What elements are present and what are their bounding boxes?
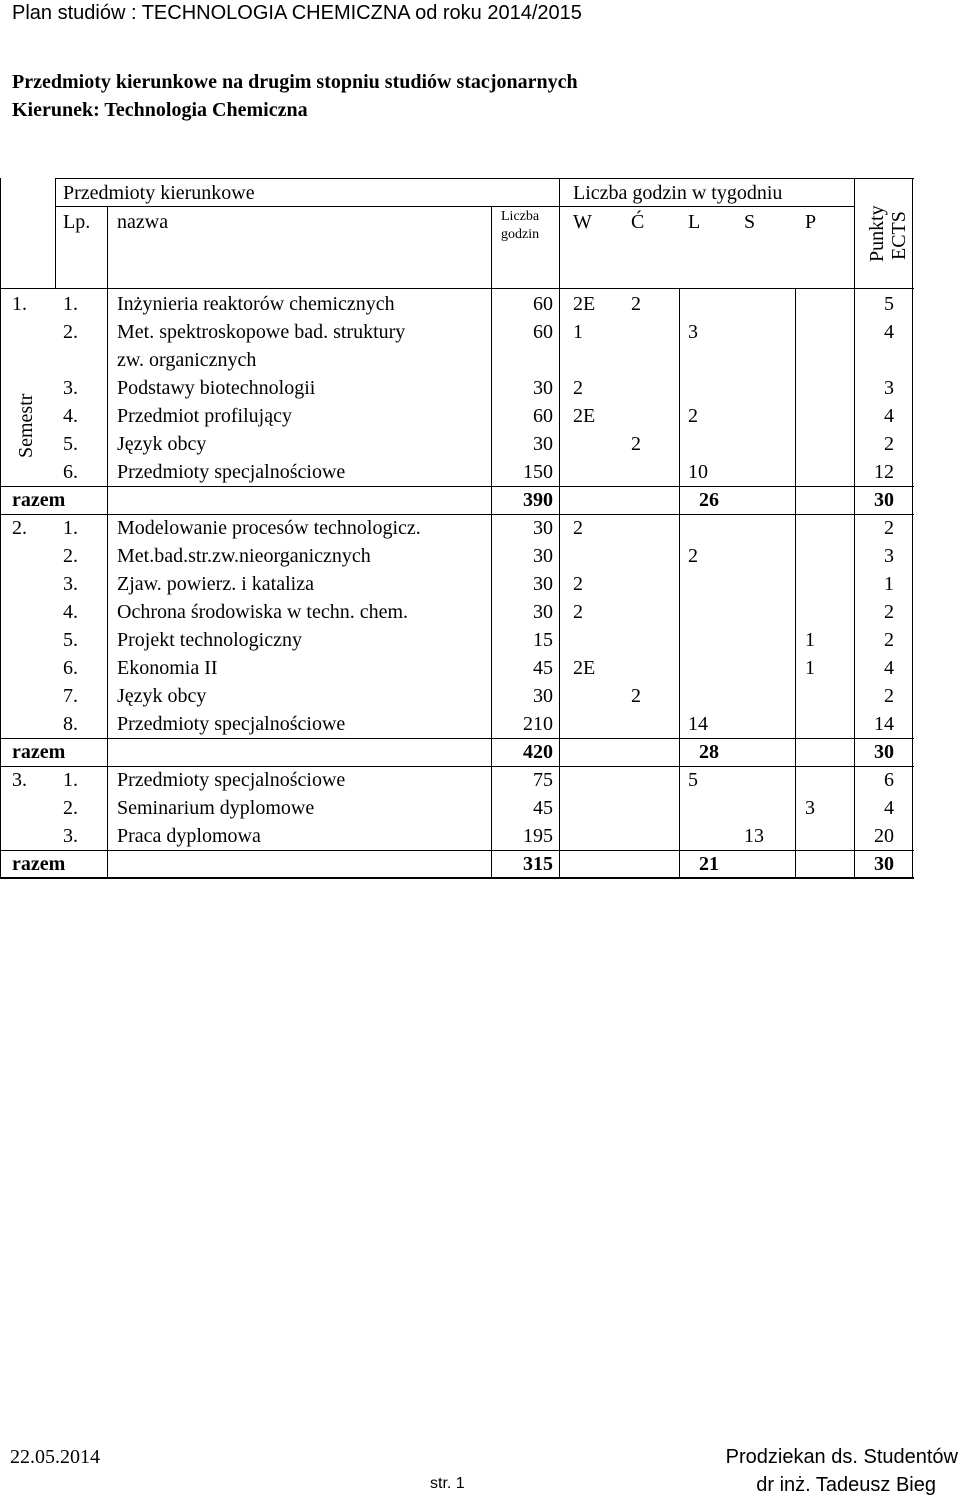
page-title: Plan studiów : TECHNOLOGIA CHEMICZNA od roku 2014/2015 — [12, 2, 582, 24]
subject-ects: 4 — [884, 321, 894, 343]
row-lp: 3. — [63, 825, 78, 847]
hours-s: 13 — [744, 825, 764, 847]
hours-w: 2 — [573, 573, 583, 595]
subject-name: Język obcy — [117, 685, 207, 707]
subject-ects: 1 — [884, 573, 894, 595]
body-sep-p — [795, 288, 796, 878]
body-sep-lp — [107, 288, 108, 878]
subject-ects: 2 — [884, 629, 894, 651]
row-lp: 3. — [63, 377, 78, 399]
hours-w: 2 — [573, 517, 583, 539]
razem-line-4 — [0, 850, 914, 851]
subject-name: Podstawy biotechnologii — [117, 377, 316, 399]
subject-hours: 45 — [533, 657, 553, 679]
hours-p: 1 — [805, 657, 815, 679]
subject-hours: 60 — [533, 293, 553, 315]
hours-c: 2 — [631, 433, 641, 455]
subject-hours: 45 — [533, 797, 553, 819]
header-sep-name — [491, 206, 492, 288]
semester-number: 3. — [12, 769, 27, 791]
header-s: S — [744, 211, 756, 233]
header-group: Przedmioty kierunkowe — [63, 182, 255, 204]
semester-number: 1. — [12, 293, 27, 315]
table-border-right — [912, 178, 913, 878]
row-lp: 5. — [63, 629, 78, 651]
subject-name: Przedmioty specjalnościowe — [117, 769, 346, 791]
header-sep-semestr — [55, 178, 56, 288]
subject-ects: 4 — [884, 797, 894, 819]
subject-ects: 3 — [884, 545, 894, 567]
total-hours: 390 — [523, 489, 553, 511]
subject-name: Przedmiot profilujący — [117, 405, 292, 427]
header-semestr: Semestr — [15, 393, 37, 458]
total-weekly: 28 — [699, 741, 719, 763]
header-lp: Lp. — [63, 211, 91, 233]
subject-ects: 6 — [884, 769, 894, 791]
header-ects-2: ECTS — [888, 211, 910, 260]
hours-w: 1 — [573, 321, 583, 343]
subject-ects: 3 — [884, 377, 894, 399]
subject-ects: 2 — [884, 517, 894, 539]
header-hours-1: Liczba — [501, 209, 540, 224]
total-label: razem — [12, 741, 66, 763]
subject-hours: 30 — [533, 573, 553, 595]
hours-l: 14 — [688, 713, 708, 735]
total-weekly: 21 — [699, 853, 719, 875]
subject-ects: 20 — [874, 825, 894, 847]
table-border-left — [0, 178, 1, 878]
footer-signatory-title: Prodziekan ds. Studentów — [725, 1446, 958, 1468]
subject-hours: 75 — [533, 769, 553, 791]
subject-name: Przedmioty specjalnościowe — [117, 461, 346, 483]
subject-ects: 4 — [884, 657, 894, 679]
hours-l: 3 — [688, 321, 698, 343]
header-w: W — [573, 211, 592, 233]
hours-l: 5 — [688, 769, 698, 791]
hours-p: 1 — [805, 629, 815, 651]
total-ects: 30 — [874, 853, 894, 875]
row-lp: 4. — [63, 601, 78, 623]
header-sep-lp — [107, 206, 108, 288]
row-lp: 1. — [63, 293, 78, 315]
hours-w: 2E — [573, 657, 596, 679]
footer-page-number: str. 1 — [430, 1475, 465, 1492]
row-lp: 5. — [63, 433, 78, 455]
header-line-bottom — [0, 288, 914, 289]
total-label: razem — [12, 853, 66, 875]
subject-hours: 30 — [533, 377, 553, 399]
total-hours: 420 — [523, 741, 553, 763]
subject-name: Seminarium dyplomowe — [117, 797, 315, 819]
subject-ects: 12 — [874, 461, 894, 483]
header-sep-hours — [559, 178, 560, 288]
subject-name: Przedmioty specjalnościowe — [117, 713, 346, 735]
body-sep-weekly — [854, 288, 855, 878]
row-lp: 7. — [63, 685, 78, 707]
subject-hours: 30 — [533, 685, 553, 707]
subject-name: Zjaw. powierz. i kataliza — [117, 573, 314, 595]
header-line-weekly — [559, 206, 854, 207]
total-ects: 30 — [874, 741, 894, 763]
body-sep-name — [491, 288, 492, 878]
row-lp: 2. — [63, 545, 78, 567]
header-line-group — [55, 206, 559, 207]
row-lp: 6. — [63, 657, 78, 679]
subject-name: Modelowanie procesów technologicz. — [117, 517, 421, 539]
subject-name: Inżynieria reaktorów chemicznych — [117, 293, 395, 315]
heading-field: Kierunek: Technologia Chemiczna — [12, 99, 308, 121]
subject-name-cont: zw. organicznych — [117, 349, 257, 371]
footer-date: 22.05.2014 — [10, 1446, 100, 1468]
razem-line-0 — [0, 486, 914, 487]
header-l: L — [688, 211, 701, 233]
footer-signatory-name: dr inż. Tadeusz Bieg — [756, 1474, 936, 1496]
subject-hours: 150 — [523, 461, 553, 483]
razem-line-3 — [0, 766, 914, 767]
row-lp: 4. — [63, 405, 78, 427]
subject-name: Ochrona środowiska w techn. chem. — [117, 601, 409, 623]
row-lp: 1. — [63, 769, 78, 791]
header-weekly: Liczba godzin w tygodniu — [573, 182, 783, 204]
hours-l: 2 — [688, 545, 698, 567]
subject-ects: 4 — [884, 405, 894, 427]
row-lp: 2. — [63, 321, 78, 343]
header-line-top — [55, 178, 914, 179]
row-lp: 1. — [63, 517, 78, 539]
semester-number: 2. — [12, 517, 27, 539]
row-lp: 2. — [63, 797, 78, 819]
subject-name: Met.bad.str.zw.nieorganicznych — [117, 545, 371, 567]
hours-c: 2 — [631, 685, 641, 707]
subject-ects: 2 — [884, 685, 894, 707]
total-weekly: 26 — [699, 489, 719, 511]
body-sep-l — [679, 288, 680, 878]
header-hours-2: godzin — [501, 227, 540, 242]
subject-ects: 2 — [884, 601, 894, 623]
hours-p: 3 — [805, 797, 815, 819]
subject-hours: 60 — [533, 321, 553, 343]
header-sep-weekly — [854, 178, 855, 288]
curriculum-table — [0, 178, 914, 878]
subject-ects: 2 — [884, 433, 894, 455]
subject-hours: 30 — [533, 433, 553, 455]
subject-hours: 195 — [523, 825, 553, 847]
total-hours: 315 — [523, 853, 553, 875]
row-lp: 3. — [63, 573, 78, 595]
subject-hours: 30 — [533, 517, 553, 539]
subject-name: Projekt technologiczny — [117, 629, 302, 651]
razem-line-1 — [0, 514, 914, 515]
subject-hours: 30 — [533, 545, 553, 567]
razem-line-5 — [0, 878, 914, 879]
subject-name: Met. spektroskopowe bad. struktury — [117, 321, 406, 343]
hours-c: 2 — [631, 293, 641, 315]
hours-w: 2E — [573, 405, 596, 427]
heading-program: Przedmioty kierunkowe na drugim stopniu studiów stacjonarnych — [12, 71, 578, 93]
row-lp: 8. — [63, 713, 78, 735]
hours-w: 2E — [573, 293, 596, 315]
subject-name: Praca dyplomowa — [117, 825, 261, 847]
row-lp: 6. — [63, 461, 78, 483]
razem-line-2 — [0, 738, 914, 739]
total-label: razem — [12, 489, 66, 511]
subject-ects: 5 — [884, 293, 894, 315]
subject-hours: 210 — [523, 713, 553, 735]
header-nazwa: nazwa — [117, 211, 169, 233]
subject-name: Ekonomia II — [117, 657, 218, 679]
header-ects-1: Punkty — [866, 205, 888, 262]
header-p: P — [805, 211, 817, 233]
body-sep-w — [559, 288, 560, 878]
subject-hours: 60 — [533, 405, 553, 427]
subject-name: Język obcy — [117, 433, 207, 455]
hours-l: 10 — [688, 461, 708, 483]
hours-l: 2 — [688, 405, 698, 427]
total-ects: 30 — [874, 489, 894, 511]
subject-hours: 15 — [533, 629, 553, 651]
subject-ects: 14 — [874, 713, 894, 735]
subject-hours: 30 — [533, 601, 553, 623]
hours-w: 2 — [573, 601, 583, 623]
header-c: Ć — [631, 211, 645, 233]
hours-w: 2 — [573, 377, 583, 399]
